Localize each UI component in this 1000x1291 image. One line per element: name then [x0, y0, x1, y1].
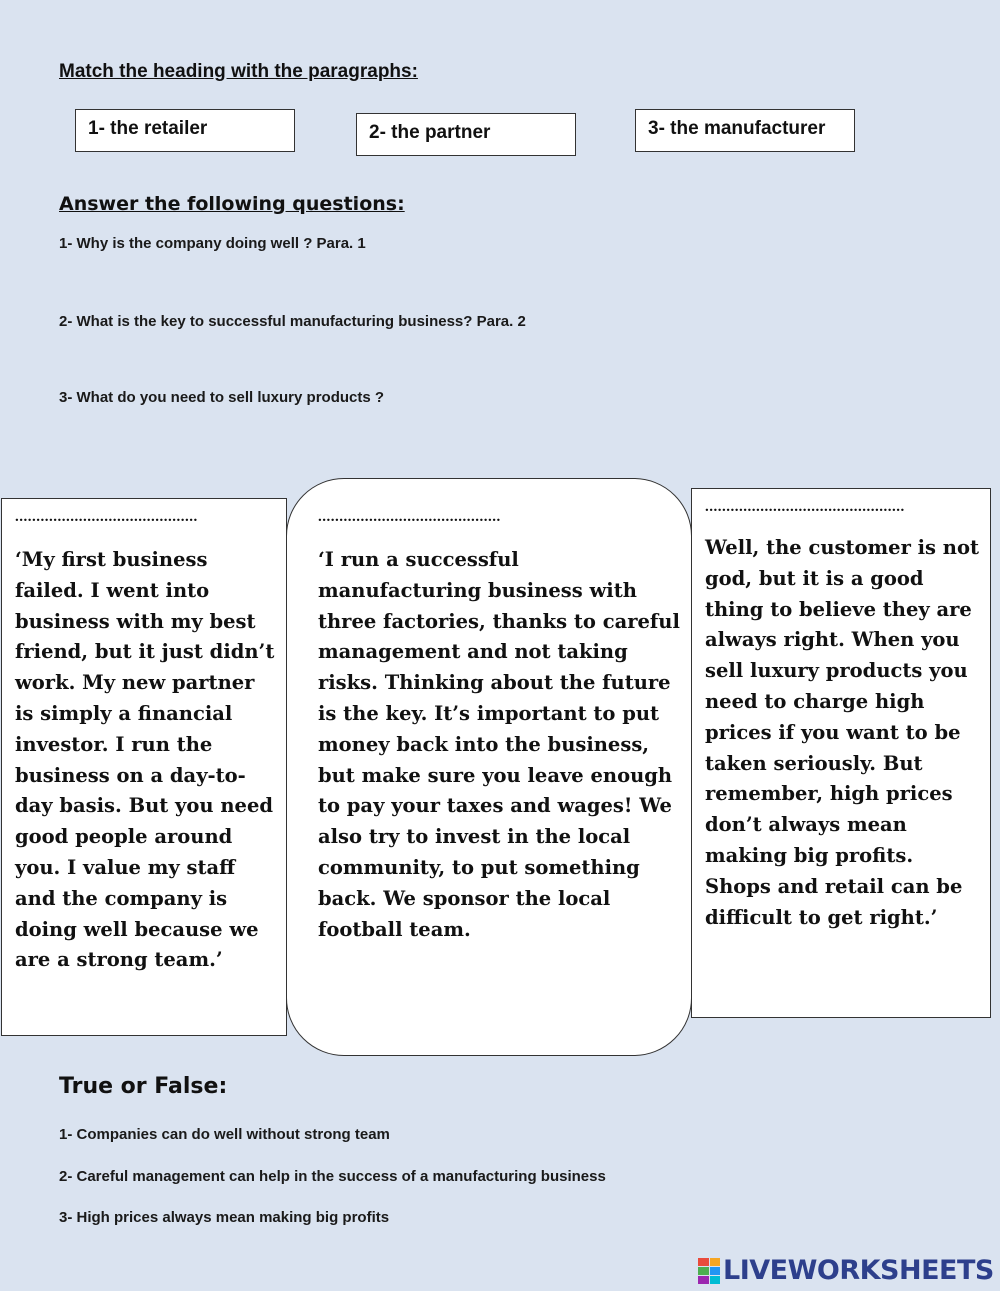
logo-mark-square [698, 1258, 709, 1266]
liveworksheets-logo-text: LIVEWORKSHEETS [723, 1255, 994, 1286]
liveworksheets-logo-icon [698, 1258, 720, 1284]
heading-option-retailer[interactable]: 1- the retailer [75, 109, 295, 152]
heading-drop-blank-2[interactable]: ........................................... [318, 509, 501, 525]
logo-mark-square [710, 1258, 721, 1266]
answer-questions-title: Answer the following questions: [59, 193, 405, 215]
heading-drop-blank-1[interactable]: ........................................... [15, 509, 198, 525]
paragraph-box-1 [1, 498, 287, 1036]
heading-option-manufacturer[interactable]: 3- the manufacturer [635, 109, 855, 152]
question-1: 1- Why is the company doing well ? Para. 1 [59, 235, 366, 252]
logo-mark-square [698, 1276, 709, 1284]
liveworksheets-logo [698, 1255, 994, 1286]
heading-option-partner[interactable]: 2- the partner [356, 113, 576, 156]
heading-drop-blank-3[interactable]: ............................................... [705, 499, 905, 515]
true-false-item-3: 3- High prices always mean making big profits [59, 1209, 390, 1226]
true-false-title: True or False: [59, 1074, 228, 1099]
paragraph-text-1: ‘My first business failed. I went into business with my best friend, but it just didn’t work. My new partner is simply a financial investor. I run the business on a day-to-day basis. But you need good people around you. I value my staff and the company is doing well because we are a strong team.’ [15, 548, 275, 972]
question-2: 2- What is the key to successful manufacturing business? Para. 2 [59, 313, 526, 330]
paragraph-text-3: Well, the customer is not god, but it is a good thing to believe they are always right. When you sell luxury products you need to charge high prices if you want to be taken seriously. But remember, high prices don’t always mean making big profits. Shops and retail can be difficult to get right.’ [705, 536, 979, 929]
paragraph-box-2 [286, 478, 692, 1056]
match-heading-title: Match the heading with the paragraphs: [59, 61, 418, 82]
paragraph-text-2: ‘I run a successful manufacturing business with three factories, thanks to careful management and not taking risks. Thinking about the future is the key. It’s important to put money back into the business, but make sure you leave enough to pay your taxes and wages! We also try to invest in the local community, to put something back. We sponsor the local football team. [318, 548, 680, 941]
logo-mark-square [698, 1267, 709, 1275]
question-3: 3- What do you need to sell luxury products ? [59, 389, 385, 406]
logo-mark-square [710, 1276, 721, 1284]
true-false-item-2: 2- Careful management can help in the success of a manufacturing business [59, 1168, 606, 1185]
logo-mark-square [710, 1267, 721, 1275]
paragraph-box-3 [691, 488, 991, 1018]
true-false-item-1: 1- Companies can do well without strong team [59, 1126, 390, 1143]
